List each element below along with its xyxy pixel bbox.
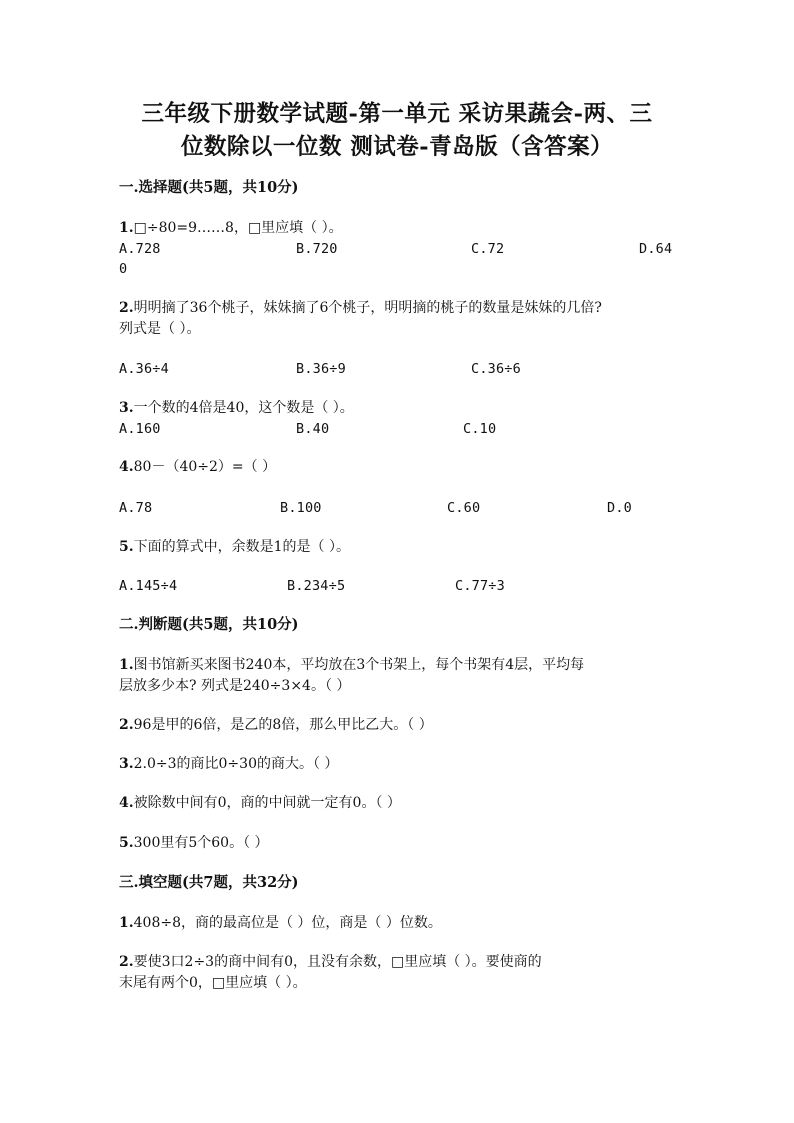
option-c: C.77÷3 (455, 578, 505, 594)
question-2-5 (119, 832, 684, 854)
question-text: 408÷8，商的最高位是（ ）位，商是（ ）位数。 (133, 915, 442, 931)
question-number: 5. (119, 835, 134, 851)
question-2-1 (119, 654, 684, 676)
option-c: C.72 (471, 241, 505, 257)
question-2-1-cont: 层放多少本? 列式是240÷3×4。（ ） (119, 678, 351, 694)
question-1-4 (119, 456, 684, 478)
option-b: B.40 (296, 421, 330, 437)
question-number: 5. (119, 539, 134, 555)
question-number: 2. (119, 954, 134, 970)
question-number: 3. (119, 400, 134, 416)
question-1-2 (119, 297, 684, 319)
option-b: B.100 (280, 500, 322, 516)
option-a: A.145÷4 (119, 578, 178, 594)
question-number: 1. (119, 657, 134, 673)
question-1-2-cont: 列式是（ ）。 (119, 321, 201, 337)
question-number: 2. (119, 300, 134, 316)
question-text: 下面的算式中，余数是1的是（ ）。 (133, 539, 350, 555)
question-1-5 (119, 536, 684, 558)
option-a: A.78 (119, 500, 153, 516)
question-number: 1. (119, 915, 134, 931)
option-b: B.36÷9 (296, 361, 346, 377)
section-heading-judge: 二.判断题(共5题，共10分) (119, 616, 299, 633)
question-3-1 (119, 912, 684, 934)
question-text: 被除数中间有0，商的中间就一定有0。（ ） (133, 795, 401, 811)
page-title (0, 98, 794, 164)
section-heading-choice: 一.选择题(共5题，共10分) (119, 179, 299, 196)
option-b: B.234÷5 (287, 578, 346, 594)
question-number: 2. (119, 717, 134, 733)
question-text: 2.0÷3的商比0÷30的商大。（ ） (133, 756, 339, 772)
question-2-2 (119, 714, 684, 736)
question-number: 4. (119, 459, 134, 475)
question-number: 3. (119, 756, 134, 772)
question-1-1 (119, 217, 684, 239)
question-3-2 (119, 951, 684, 973)
question-text: 图书馆新买来图书240本，平均放在3个书架上，每个书架有4层，平均每 (133, 657, 585, 673)
option-b: B.720 (296, 241, 338, 257)
question-number: 4. (119, 795, 134, 811)
option-a: A.160 (119, 421, 161, 437)
option-c: C.36÷6 (471, 361, 521, 377)
question-number: 1. (119, 220, 134, 236)
title-line-2: 位数除以一位数 测试卷-青岛版（含答案） (180, 134, 614, 160)
title-line-1: 三年级下册数学试题-第一单元 采访果蔬会-两、三 (141, 101, 653, 127)
option-c: C.10 (463, 421, 497, 437)
question-2-4 (119, 792, 684, 814)
section-heading-fill: 三.填空题(共7题，共32分) (119, 874, 299, 891)
question-text: □÷80=9……8，□里应填（ ）。 (133, 220, 343, 236)
question-text: 明明摘了36个桃子，妹妹摘了6个桃子，明明摘的桃子的数量是妹妹的几倍? (133, 300, 602, 316)
option-d-wrap: 0 (119, 261, 128, 277)
option-d: D.64 (639, 241, 673, 257)
question-text: 要使3口2÷3的商中间有0，且没有余数，□里应填（ ）。要使商的 (133, 954, 542, 970)
question-text: 300里有5个60。（ ） (133, 835, 269, 851)
question-1-3 (119, 397, 684, 419)
question-3-2-cont: 末尾有两个0，□里应填（ ）。 (119, 975, 307, 991)
question-text: 80－（40÷2）=（ ） (133, 459, 277, 475)
question-text: 一个数的4倍是40，这个数是（ ）。 (133, 400, 354, 416)
question-text: 96是甲的6倍，是乙的8倍，那么甲比乙大。（ ） (133, 717, 433, 733)
option-a: A.36÷4 (119, 361, 169, 377)
option-d: D.0 (607, 500, 632, 516)
option-a: A.728 (119, 241, 161, 257)
question-2-3 (119, 753, 684, 775)
option-c: C.60 (447, 500, 481, 516)
